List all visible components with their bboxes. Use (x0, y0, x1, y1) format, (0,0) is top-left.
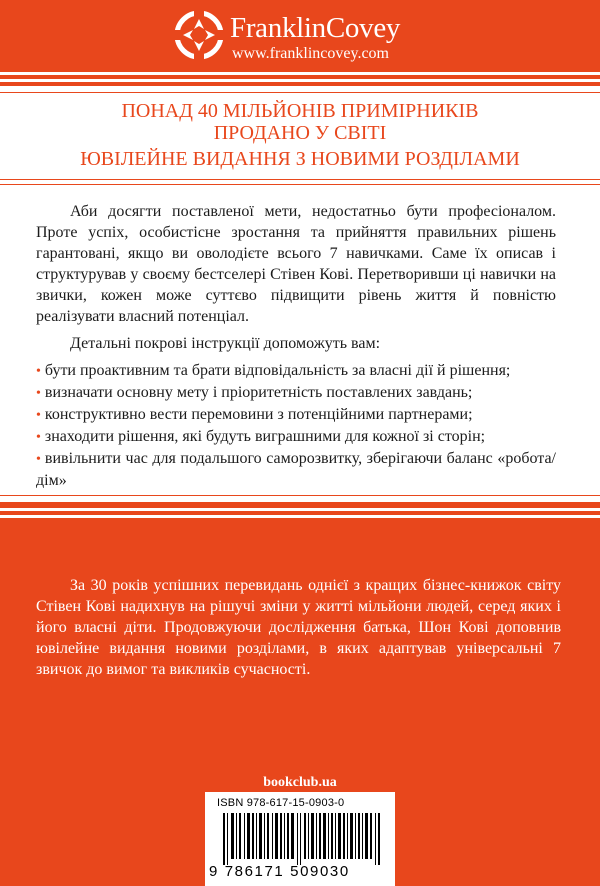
list-item: • знаходити рішення, які будуть виграшними для кожної зі сторін; (36, 428, 486, 445)
bottom-paragraph: За 30 років успішних перевидань однієї з кращих бізнес-книжок світу Стівен Кові надихнув на рішучі зміни у житті мільйони людей, серед яких і його власні діти. Продовжуючи дослідження батька, Шон Кові доповнив ювілейне видання новими розділами, в яких адаптував універсальні 7 звичок до вимог та викликів сучасності. (36, 577, 561, 678)
panel-top-rule (0, 92, 600, 93)
panel-bottom-rule (0, 495, 600, 496)
middle-stripe-2 (0, 515, 600, 518)
panel-intro: Детальні покрові інструкції допоможуть вам: (70, 335, 381, 352)
list-item: • визначати основну мету і пріоритетність поставлених завдань; (36, 384, 473, 401)
middle-stripe-1 (0, 508, 600, 511)
isbn-label: ISBN 978-617-15-0903-0 (217, 797, 345, 809)
publisher-website: bookclub.ua (263, 775, 337, 790)
list-item: • конструктивно вести перемовини з потенційними партнерами; (36, 406, 473, 423)
panel-body (36, 201, 556, 491)
headline-rule-1 (0, 179, 600, 180)
bullet-icon: • (36, 452, 41, 467)
headline-line-2: ПРОДАНО У СВІТІ (213, 122, 387, 144)
brand-name: FranklinCovey (230, 12, 401, 44)
headline-line-1: ПОНАД 40 МІЛЬЙОНІВ ПРИМІРНИКІВ (121, 100, 479, 122)
isbn-barcode-box (205, 792, 395, 886)
top-stripe-2 (0, 79, 600, 82)
franklincovey-logo-icon (174, 10, 224, 60)
white-panel (0, 86, 600, 502)
bullet-icon: • (36, 364, 41, 379)
brand-website: www.franklincovey.com (232, 45, 389, 62)
bullet-icon: • (36, 408, 41, 423)
barcode-icon (223, 813, 383, 865)
bullet-icon: • (36, 386, 41, 401)
list-item: • бути проактивним та брати відповідальність за власні дії й рішення; (36, 362, 511, 379)
top-stripe-1 (0, 72, 600, 75)
benefit-list (36, 360, 556, 491)
list-item: • вивільнити час для подальшого саморозвитку, зберігаючи баланс «робота/дім» (36, 450, 556, 489)
barcode-digits: 9 786171 509030 (209, 863, 350, 880)
panel-paragraph: Аби досягти поставленої мети, недостатньо бути професіоналом. Проте успіх, особистісне зростання та прийняття правильних рішень гарантовані, якщо ви оволодієте всього 7 навичками. Саме їх описав і структурував у своєму бестселері Стівен Кові. Перетворивши ці навички на звички, кожен може суттєво підвищити рівень життя й повністю реалізувати власний потенціал. (36, 203, 556, 325)
bullet-icon: • (36, 430, 41, 445)
headline-line-3: ЮВІЛЕЙНЕ ВИДАННЯ З НОВИМИ РОЗДІЛАМИ (80, 148, 520, 170)
headline-rule-2 (0, 184, 600, 185)
